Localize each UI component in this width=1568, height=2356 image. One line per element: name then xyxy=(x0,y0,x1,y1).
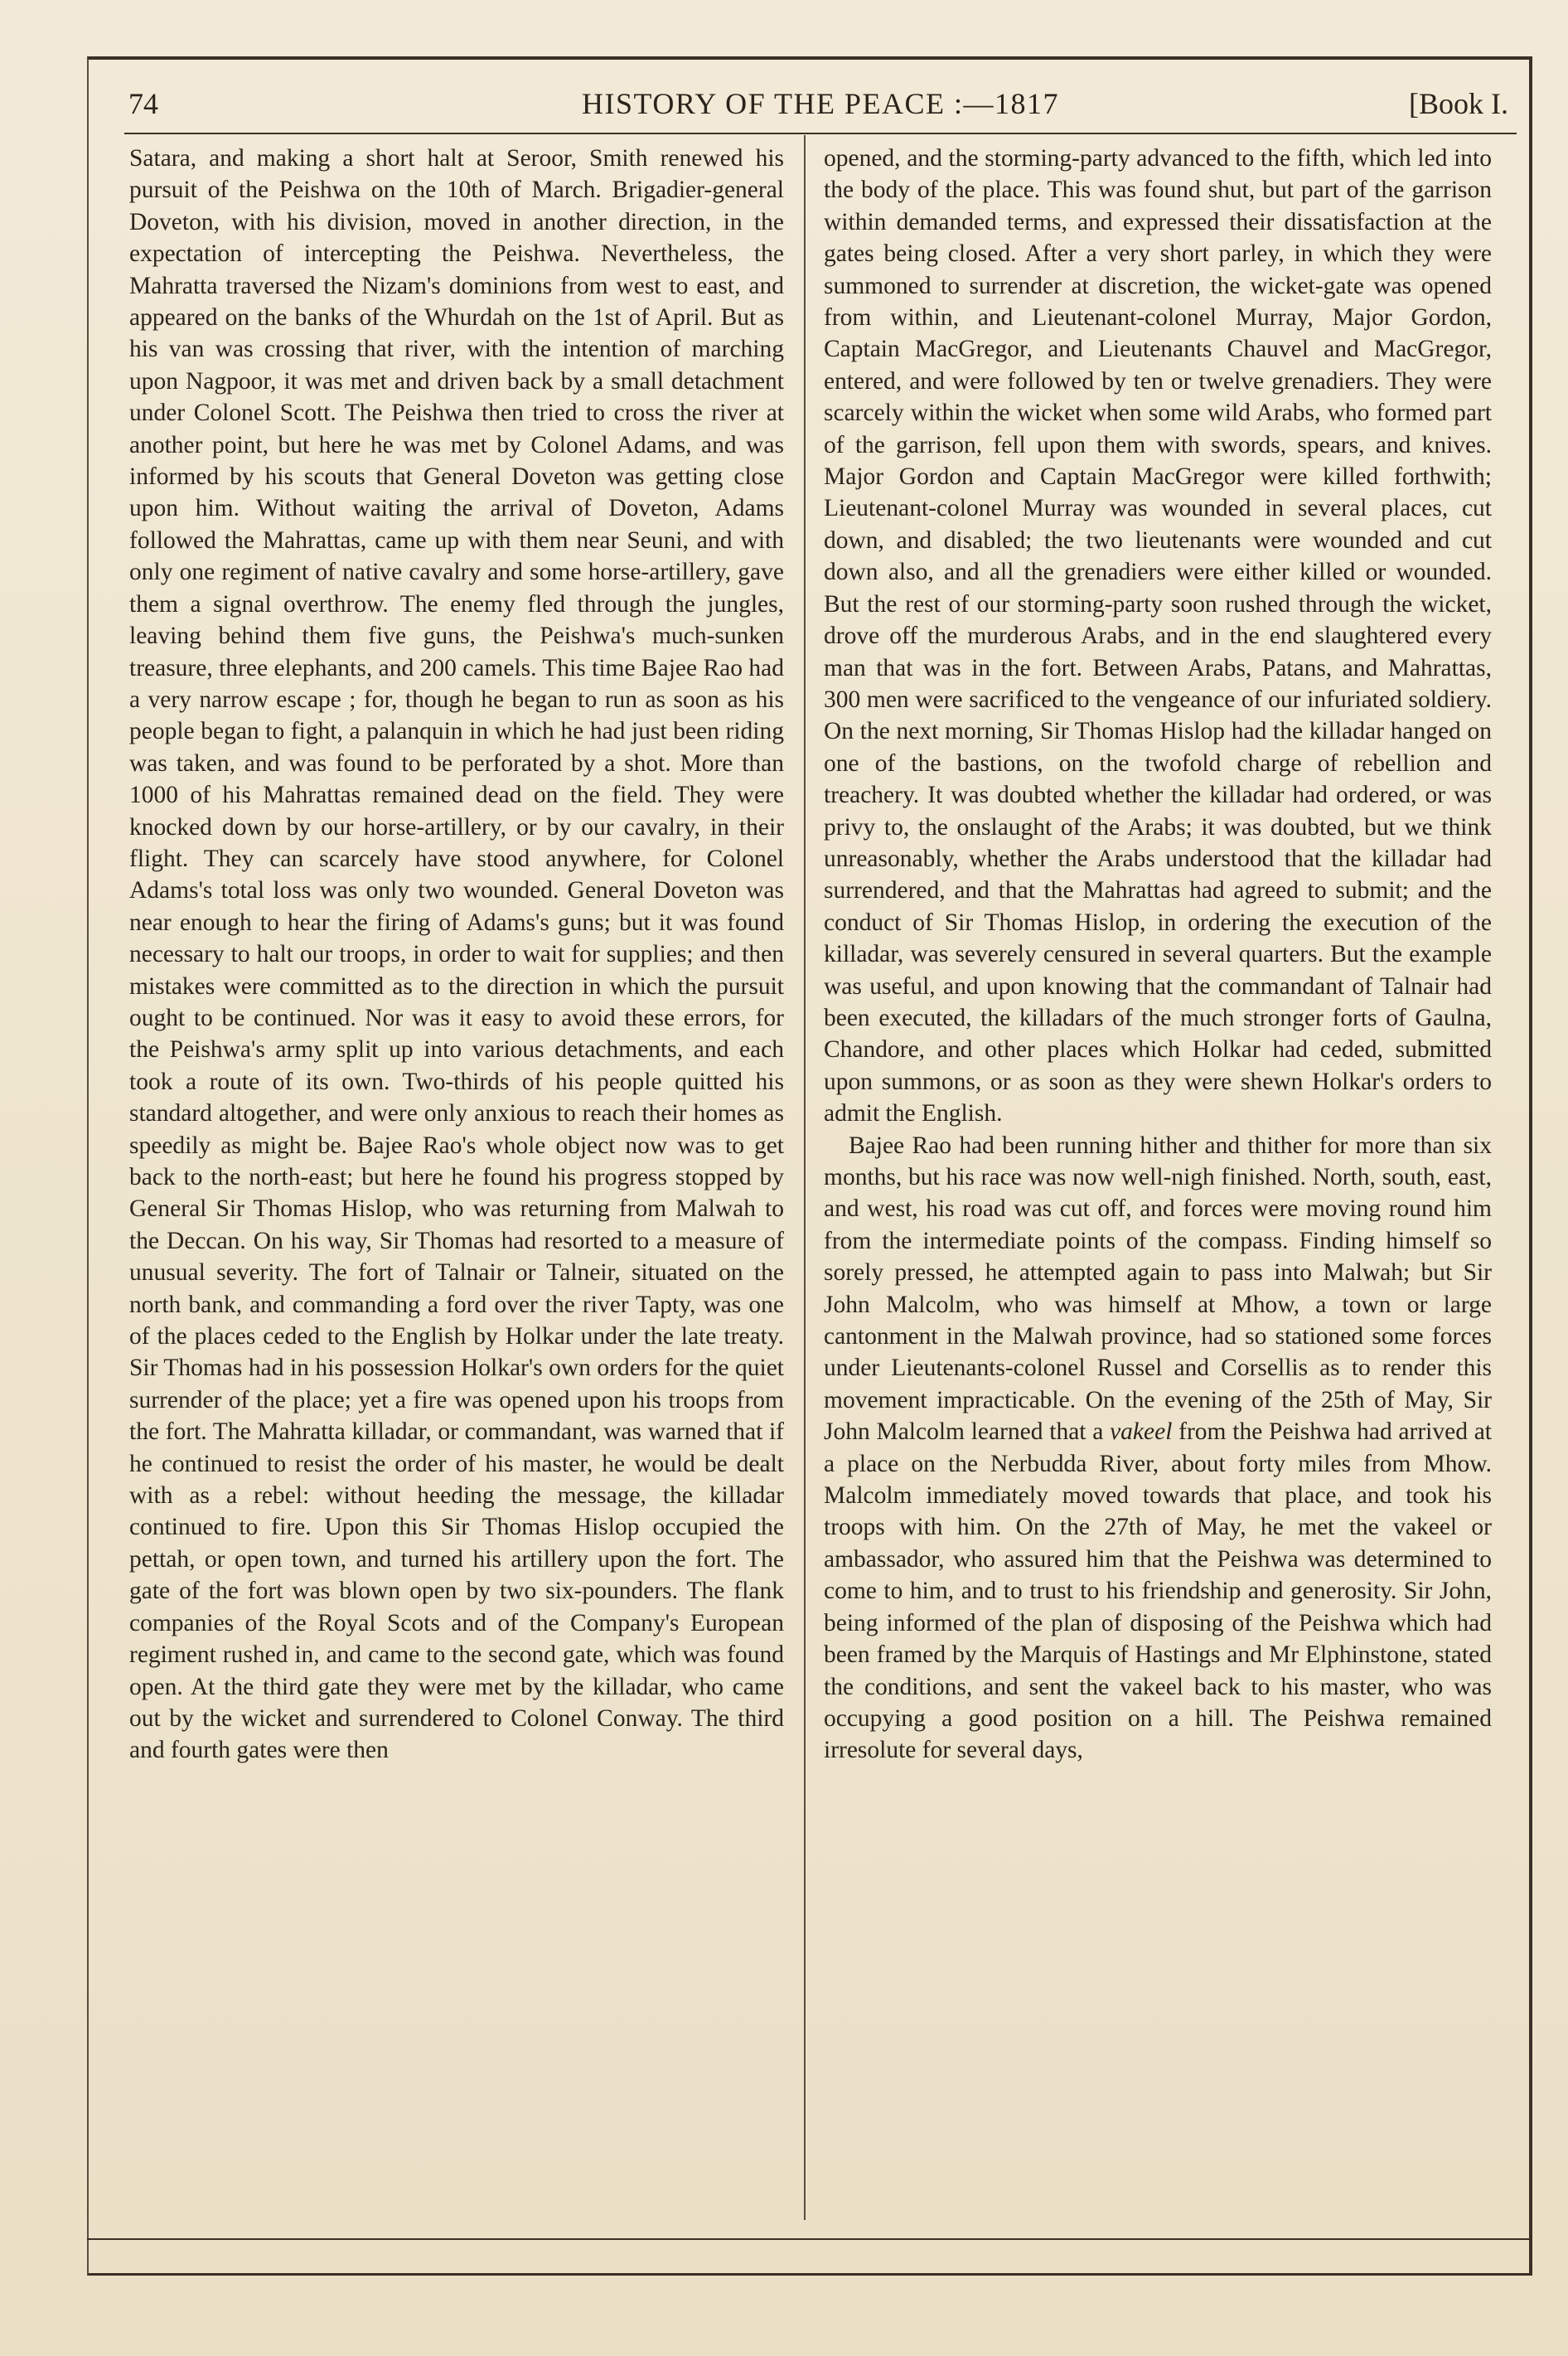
paragraph-text: Bajee Rao had been running hither and thither for more than six months, but his race was now well-nigh finished. North, south, east, and west, his road was cut off, and forces were moving round him from the intermediate points of the compass. Finding himself so sorely pressed, he attempted again to pass into Malwah; but Sir John Malcolm, who was himself at Mhow, a town or large cantonment in the Malwah province, had so stationed some forces under Lieutenants-colonel Russel and Corsellis as to render this movement impracticable. On the evening of the 25th of May, Sir John Malcolm learned that a xyxy=(824,1132,1492,1446)
page-number: 74 xyxy=(128,87,158,120)
column-divider xyxy=(804,135,806,2220)
header-rule xyxy=(124,133,1517,134)
running-header xyxy=(124,80,1517,129)
right-column xyxy=(824,143,1492,1767)
italic-term: vakeel xyxy=(1110,1418,1173,1446)
right-paragraph-1: opened, and the storming-party advanced to the fifth, which led into the body of the place. This was found shut, but part of the garrison within demanded terms, and expressed their dissatisfaction at the gates being closed. After a very short parley, in which they were summoned to surrender at discretion, the wicket-gate was opened from within, and Lieutenant-colonel Murray, Major Gordon, Captain MacGregor, and Lieutenants Chauvel and MacGregor, entered, and were followed by ten or twelve grenadiers. They were scarcely within the wicket when some wild Arabs, who formed part of the garrison, fell upon them with swords, spears, and knives. Major Gordon and Captain MacGregor were killed forthwith; Lieutenant-colonel Murray was wounded in several places, cut down, and disabled; the two lieutenants were wounded and cut down also, and all the grenadiers were either killed or wounded. But the rest of our storming-party soon rushed through the wicket, drove off the murderous Arabs, and in the end slaughtered every man that was in the fort. Between Arabs, Patans, and Mahrattas, 300 men were sacrificed to the vengeance of our infuriated soldiery. On the next morning, Sir Thomas Hislop had the killadar hanged on one of the bastions, on the twofold charge of rebellion and treachery. It was doubted whether the killadar had ordered, or was privy to, the onslaught of the Arabs; it was doubted, but we think unreasonably, whether the Arabs understood that the killadar had surrendered, and that the Mahrattas had agreed to submit; and the conduct of Sir Thomas Hislop, in ordering the execution of the killadar, was severely censured in several quarters. But the example was useful, and upon knowing that the commandant of Talnair had been executed, the killadars of the much stronger forts of Gaulna, Chandore, and other places which Holkar had ceded, submitted upon summons, or as soon as they were shewn Holkar's orders to admit the English. xyxy=(824,145,1492,1127)
right-paragraph-2 xyxy=(824,1130,1492,1767)
left-paragraph-1: Satara, and making a short halt at Seroor, Smith renewed his pursuit of the Peishwa on the 10th of March. Brigadier-general Doveton, with his division, moved in another direction, in the expectation of intercepting the Peishwa. Nevertheless, the Mahratta traversed the Nizam's dominions from west to east, and appeared on the banks of the Whurdah on the 1st of April. But as his van was crossing that river, with the intention of marching upon Nagpoor, it was met and driven back by a small detachment under Colonel Scott. The Peishwa then tried to cross the river at another point, but here he was met by Colonel Adams, and was informed by his scouts that General Doveton was getting close upon him. Without waiting the arrival of Doveton, Adams followed the Mahrattas, came up with them near Seuni, and with only one regiment of native cavalry and some horse-artillery, gave them a signal overthrow. The enemy fled through the jungles, leaving behind them five guns, the Peishwa's much-sunken treasure, three elephants, and 200 camels. This time Bajee Rao had a very narrow escape ; for, though he began to run as soon as his people began to fight, a palanquin in which he had just been riding was taken, and was found to be perforated by a shot. More than 1000 of his Mahrattas remained dead on the field. They were knocked down by our horse-artillery, or by our cavalry, in their flight. They can scarcely have stood anywhere, for Colonel Adams's total loss was only two wounded. General Doveton was near enough to hear the firing of Adams's guns; but it was found necessary to halt our troops, in order to wait for supplies; and then mistakes were committed as to the direction in which the pursuit ought to be continued. Nor was it easy to avoid these errors, for the Peishwa's army split up into various detachments, and each took a route of its own. Two-thirds of his people quitted his standard altogether, and were only anxious to reach their homes as speedily as might be. Bajee Rao's whole object now was to get back to the north-east; but here he found his progress stopped by General Sir Thomas Hislop, who was returning from Malwah to the Deccan. On his way, Sir Thomas had resorted to a measure of unusual severity. The fort of Talnair or Talneir, situated on the north bank, and commanding a ford over the river Tapty, was one of the places ceded to the English by Holkar under the late treaty. Sir Thomas had in his possession Holkar's own orders for the quiet surrender of the place; yet a fire was opened upon his troops from the fort. The Mahratta killadar, or commandant, was warned that if he continued to resist the order of his master, he would be dealt with as a rebel: without heeding the message, the killadar continued to fire. Upon this Sir Thomas Hislop occupied the pettah, or open town, and turned his artillery upon the fort. The gate of the fort was blown open by two six-pounders. The flank companies of the Royal Scots and of the Company's European regiment rushed in, and came to the second gate, which was found open. At the third gate they were met by the killadar, who came out by the wicket and surrendered to Colonel Conway. The third and fourth gates were then xyxy=(129,145,784,1764)
book-label: [Book I. xyxy=(1409,87,1508,120)
footer-rule xyxy=(87,2238,1531,2240)
left-column xyxy=(129,143,784,1767)
running-title: HISTORY OF THE PEACE :—1817 xyxy=(582,87,1059,120)
paragraph-text: from the Peishwa had arrived at a place on the Nerbudda River, about forty miles from Mhow. Malcolm immediately moved towards that place, and took his troops with him. On the 27th of May, he met the vakeel or ambassador, who assured him that the Peishwa was determined to come to him, and to trust to his friendship and generosity. Sir John, being informed of the plan of disposing of the Peishwa which had been framed by the Marquis of Hastings and Mr Elphinstone, stated the conditions, and sent the vakeel back to his master, who was occupying a good position on a hill. The Peishwa remained irresolute for several days, xyxy=(824,1418,1492,1764)
